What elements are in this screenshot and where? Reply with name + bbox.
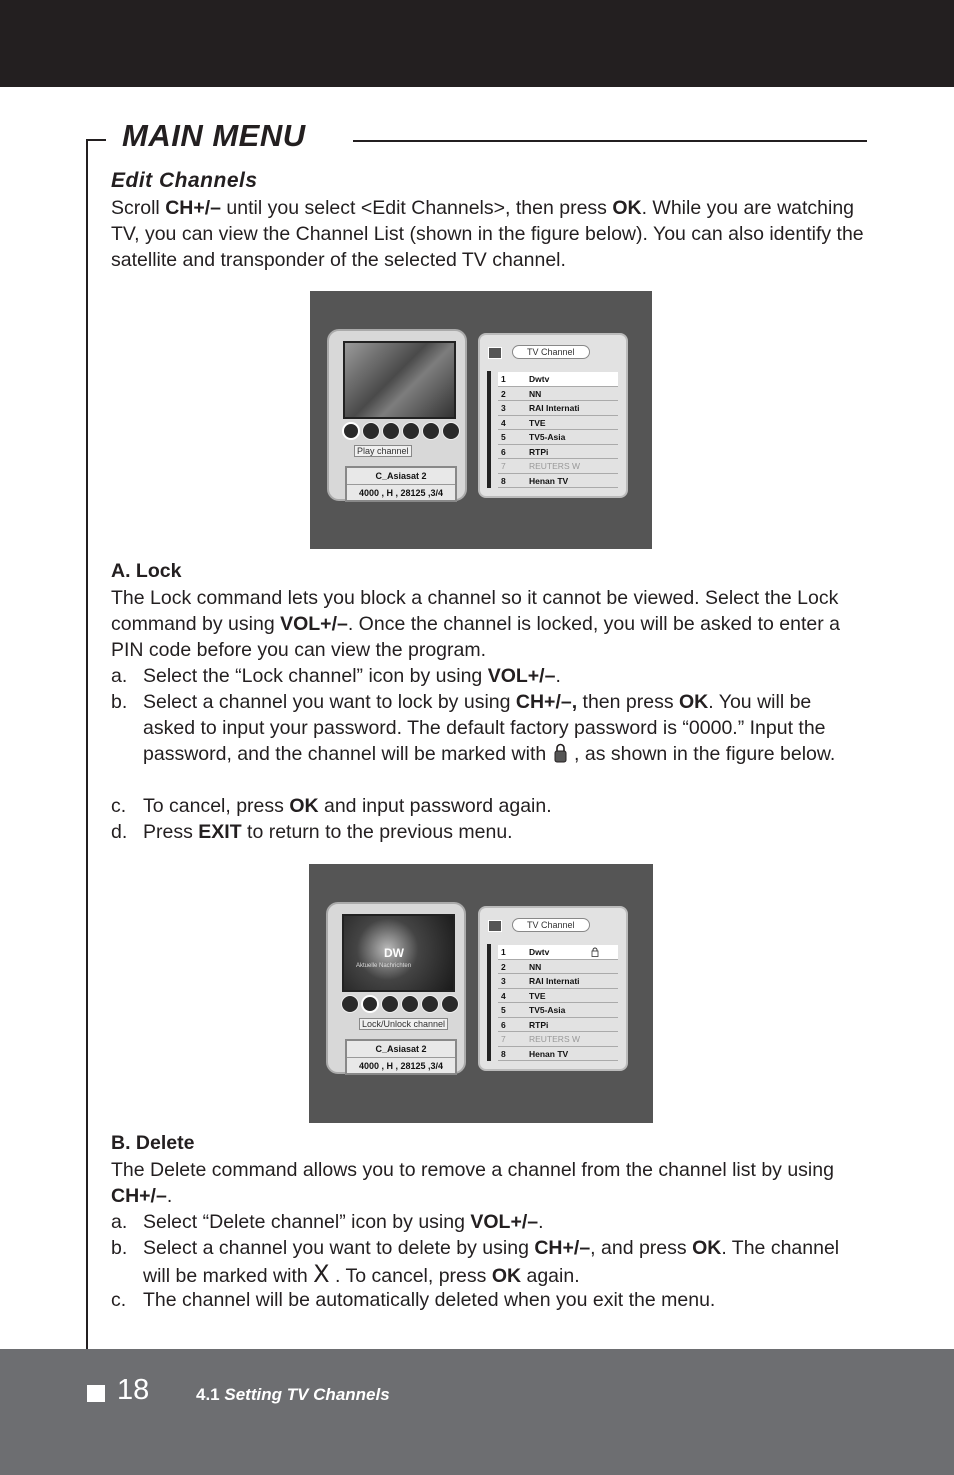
channel-name: REUTERS W [529, 1034, 580, 1044]
scrollbar[interactable] [487, 371, 491, 488]
left-rule [86, 139, 88, 1351]
channel-number: 8 [501, 475, 506, 486]
tv-channel-header: TV Channel [512, 918, 590, 932]
delete-mark-icon: X [313, 1260, 330, 1288]
channel-name: RTPi [529, 446, 549, 457]
lock-icon[interactable] [361, 995, 379, 1013]
icon-caption: Play channel [354, 445, 412, 457]
lock-icon [591, 947, 599, 957]
skip-icon[interactable] [401, 995, 419, 1013]
lock-channel-screenshot [309, 864, 653, 1123]
channel-name: TVE [529, 990, 546, 1001]
footer-bar [0, 1349, 954, 1475]
channel-row[interactable] [498, 459, 618, 474]
channel-row[interactable] [498, 945, 618, 960]
top-bar [0, 0, 954, 87]
channel-number: 4 [501, 990, 506, 1001]
rename-icon[interactable] [441, 995, 459, 1013]
tv-icon [488, 347, 502, 359]
channel-number: 5 [501, 432, 506, 442]
delete-icon[interactable] [381, 995, 399, 1013]
play-icon[interactable] [341, 995, 359, 1013]
channel-number: 5 [501, 1005, 506, 1015]
channel-name: TV5-Asia [529, 1005, 566, 1015]
channel-number: 7 [501, 461, 506, 471]
channel-name: Dwtv [529, 947, 550, 957]
channel-name: Dwtv [529, 374, 550, 384]
satellite-info [345, 1039, 457, 1075]
transponder-info: 4000 , H , 28125 ,3/4 [347, 1057, 455, 1073]
channel-number: 8 [501, 1048, 506, 1059]
video-logo: DW [384, 946, 404, 960]
lock-intro-paragraph: The Lock command lets you block a channel so it cannot be viewed. Select the Lock command by using VOL+/–. Once the channel is locked, you will be asked to enter a PIN code before you can view the program. [111, 587, 840, 661]
channel-name: RAI Internati [529, 976, 580, 986]
title-rule [353, 140, 867, 142]
channel-number: 6 [501, 1019, 506, 1030]
channel-row[interactable] [498, 445, 618, 460]
channel-name: NN [529, 961, 542, 972]
edit-intro-paragraph: Scroll CH+/– until you select <Edit Channels>, then press OK. While you are watching TV, you can view the Channel List (shown in the figure below). You can also identify the satellite and transponder of the selected TV channel. [111, 197, 864, 271]
channel-row[interactable] [498, 401, 618, 416]
channel-name: NN [529, 388, 542, 399]
channel-number: 7 [501, 1034, 506, 1044]
channel-row[interactable] [498, 974, 618, 989]
delete-intro-paragraph: The Delete command allows you to remove a channel from the channel list by using CH+/–. [111, 1159, 834, 1207]
channel-name: REUTERS W [529, 461, 580, 471]
video-preview [342, 914, 455, 992]
rename-icon[interactable] [442, 422, 460, 440]
video-subtitle: Aktuelle Nachrichten [356, 963, 412, 969]
page-title: MAIN MENU [122, 118, 306, 153]
channel-number: 3 [501, 976, 506, 986]
channel-number: 2 [501, 388, 506, 399]
satellite-name: C_Asiasat 2 [375, 471, 427, 481]
transponder-info: 4000 , H , 28125 ,3/4 [347, 484, 455, 500]
channel-row[interactable] [498, 1003, 618, 1018]
lock-icon[interactable] [362, 422, 380, 440]
page-number: 18 [117, 1374, 150, 1406]
satellite-info [345, 466, 457, 502]
channel-row[interactable] [498, 372, 618, 387]
section-title-edit-channels: Edit Channels [111, 169, 258, 192]
channel-row[interactable] [498, 1047, 618, 1062]
channel-name: Henan TV [529, 475, 569, 486]
video-preview [343, 341, 456, 419]
satellite-name: C_Asiasat 2 [375, 1044, 427, 1054]
channel-number: 1 [501, 374, 506, 384]
channel-number: 3 [501, 403, 506, 413]
move-icon[interactable] [422, 422, 440, 440]
channel-name: RTPi [529, 1019, 549, 1030]
scrollbar[interactable] [487, 944, 491, 1061]
channel-number: 2 [501, 961, 506, 972]
channel-name: TV5-Asia [529, 432, 566, 442]
tv-icon [488, 920, 502, 932]
delete-icon[interactable] [382, 422, 400, 440]
channel-number: 1 [501, 947, 506, 957]
channel-list-screenshot [310, 291, 652, 549]
section-title-lock: A. Lock [111, 560, 182, 582]
footer-square-icon [87, 1385, 105, 1402]
channel-action-icons [342, 422, 460, 440]
footer-section: 4.1 Setting TV Channels [196, 1385, 390, 1404]
channel-row[interactable] [498, 1032, 618, 1047]
play-icon[interactable] [342, 422, 360, 440]
channel-name: RAI Internati [529, 403, 580, 413]
channel-row[interactable] [498, 960, 618, 975]
channel-row[interactable] [498, 474, 618, 489]
channel-number: 6 [501, 446, 506, 457]
skip-icon[interactable] [402, 422, 420, 440]
move-icon[interactable] [421, 995, 439, 1013]
tv-channel-header: TV Channel [512, 345, 590, 359]
channel-name: TVE [529, 417, 546, 428]
icon-caption: Lock/Unlock channel [359, 1018, 448, 1030]
channel-name: Henan TV [529, 1048, 569, 1059]
channel-number: 4 [501, 417, 506, 428]
channel-row[interactable] [498, 989, 618, 1004]
channel-row[interactable] [498, 387, 618, 402]
channel-row[interactable] [498, 1018, 618, 1033]
section-title-delete: B. Delete [111, 1132, 195, 1154]
lock-icon [554, 743, 567, 763]
left-tick [86, 139, 106, 141]
channel-action-icons [341, 995, 459, 1013]
channel-row[interactable] [498, 430, 618, 445]
channel-row[interactable] [498, 416, 618, 431]
